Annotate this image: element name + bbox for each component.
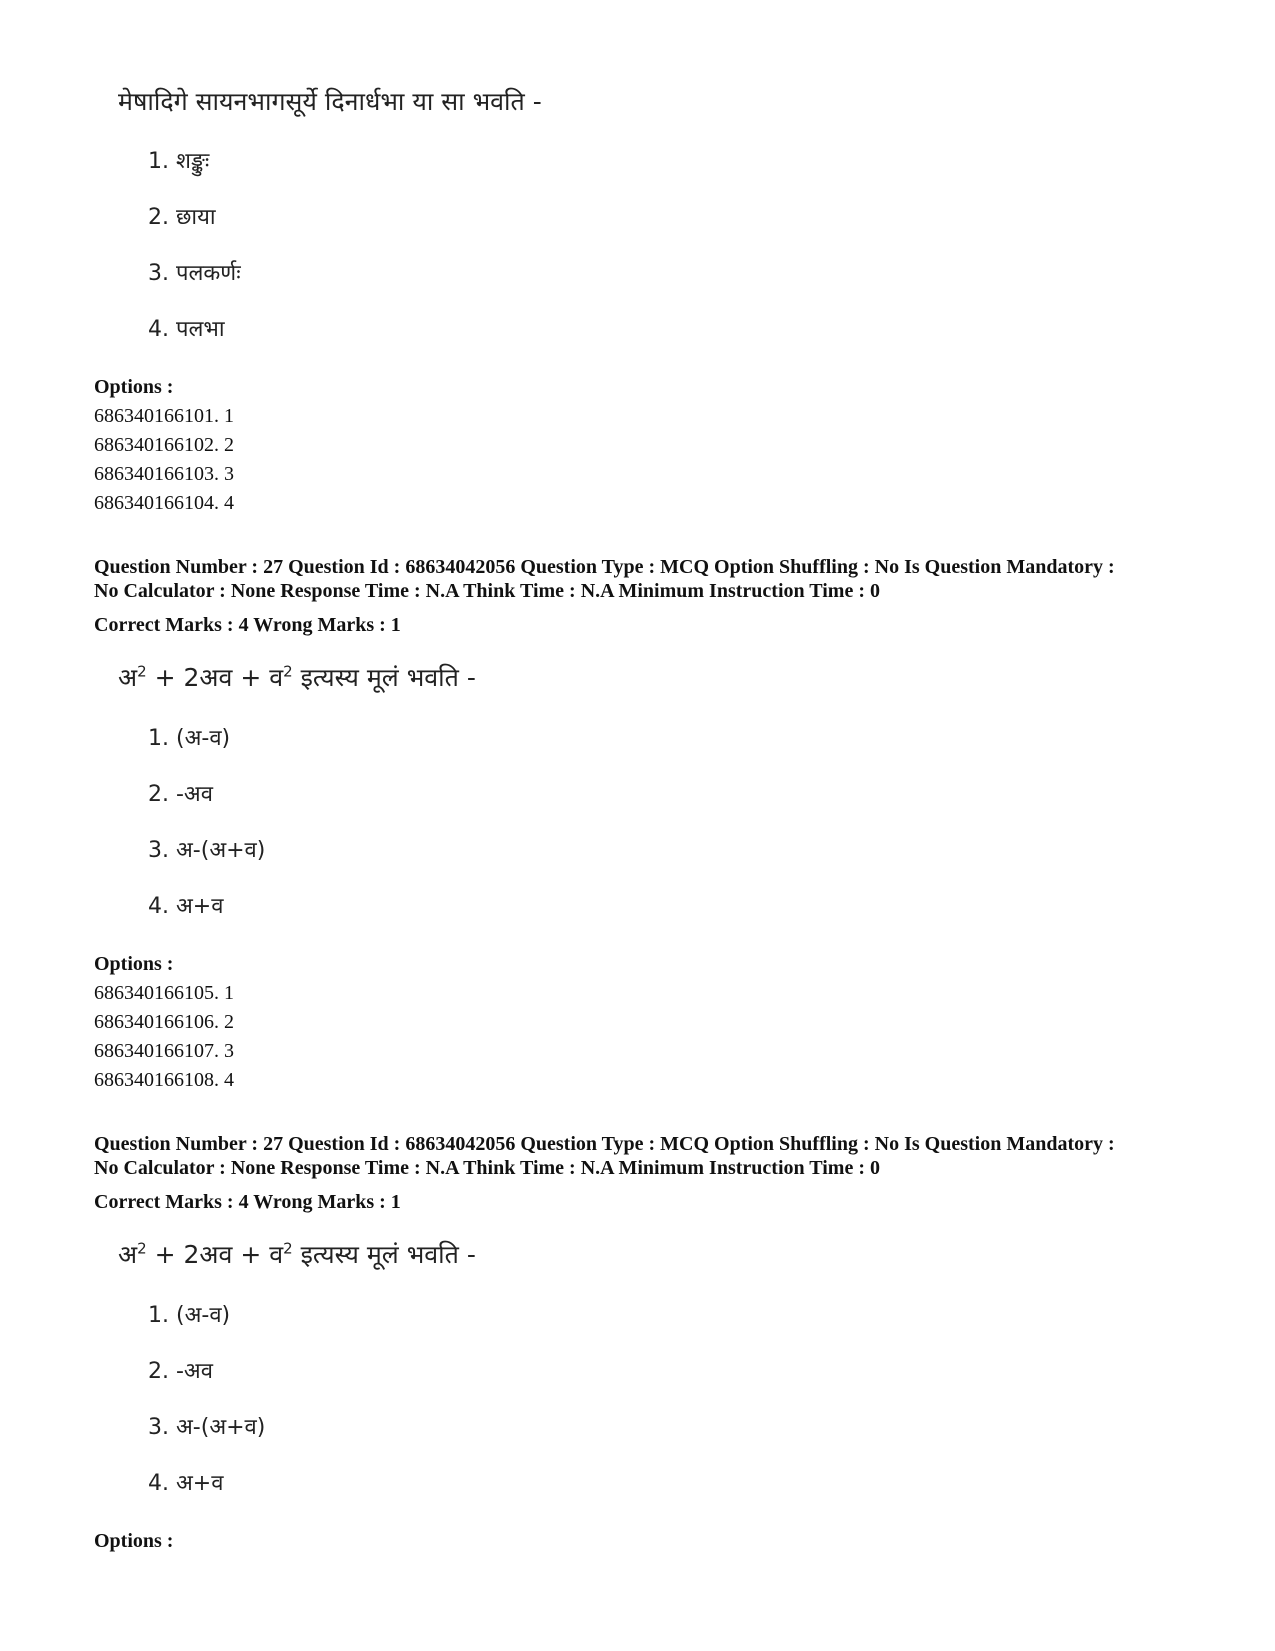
choice-item: 3. पलकर्णः [148, 261, 241, 286]
question-part: अ [118, 1240, 138, 1269]
question-text [118, 660, 476, 694]
options-label: Options : [94, 1530, 174, 1552]
choice-item: 2. -अव [148, 1359, 213, 1384]
choice-item: 3. अ-(अ+व) [148, 1415, 266, 1440]
superscript: 2 [137, 662, 147, 681]
choice-item: 4. पलभा [148, 317, 225, 342]
option-line: 686340166103. 3 [94, 463, 234, 485]
choice-item: 2. -अव [148, 782, 213, 807]
question-part: अ [118, 663, 138, 692]
choice-item: 1. (अ-व) [148, 726, 231, 751]
choice-item: 1. (अ-व) [148, 1303, 231, 1328]
choice-item: 4. अ+व [148, 1471, 224, 1496]
option-line: 686340166104. 4 [94, 492, 234, 514]
choice-item: 3. अ-(अ+व) [148, 838, 266, 863]
question-part: इत्यस्य मूलं भवति - [292, 663, 476, 692]
marks-line: Correct Marks : 4 Wrong Marks : 1 [94, 614, 401, 636]
choice-item: 4. अ+व [148, 894, 224, 919]
superscript: 2 [283, 1239, 293, 1258]
question-meta [94, 1132, 1214, 1180]
question-part: इत्यस्य मूलं भवति - [292, 1240, 476, 1269]
options-label: Options : [94, 953, 174, 975]
superscript: 2 [137, 1239, 147, 1258]
option-line: 686340166106. 2 [94, 1011, 234, 1033]
meta-line: Question Number : 27 Question Id : 68634042056 Question Type : MCQ Option Shuffling : No Is Question Mandatory : [94, 556, 1115, 578]
question-meta [94, 555, 1214, 603]
question-part: + 2अव + व [146, 663, 284, 692]
option-line: 686340166105. 1 [94, 982, 234, 1004]
option-line: 686340166102. 2 [94, 434, 234, 456]
marks-line: Correct Marks : 4 Wrong Marks : 1 [94, 1191, 401, 1213]
question-text: मेषादिगे सायनभागसूर्ये दिनार्धभा या सा भवति - [118, 87, 542, 116]
question-part: + 2अव + व [146, 1240, 284, 1269]
options-label: Options : [94, 376, 174, 398]
option-line: 686340166108. 4 [94, 1069, 234, 1091]
option-line: 686340166107. 3 [94, 1040, 234, 1062]
question-text [118, 1237, 476, 1271]
choice-item: 2. छाया [148, 205, 216, 230]
option-line: 686340166101. 1 [94, 405, 234, 427]
superscript: 2 [283, 662, 293, 681]
meta-line: Question Number : 27 Question Id : 68634042056 Question Type : MCQ Option Shuffling : No Is Question Mandatory : [94, 1133, 1115, 1155]
meta-line: No Calculator : None Response Time : N.A Think Time : N.A Minimum Instruction Time : 0 [94, 580, 880, 602]
choice-item: 1. शङ्कुः [148, 149, 210, 174]
meta-line: No Calculator : None Response Time : N.A Think Time : N.A Minimum Instruction Time : 0 [94, 1157, 880, 1179]
